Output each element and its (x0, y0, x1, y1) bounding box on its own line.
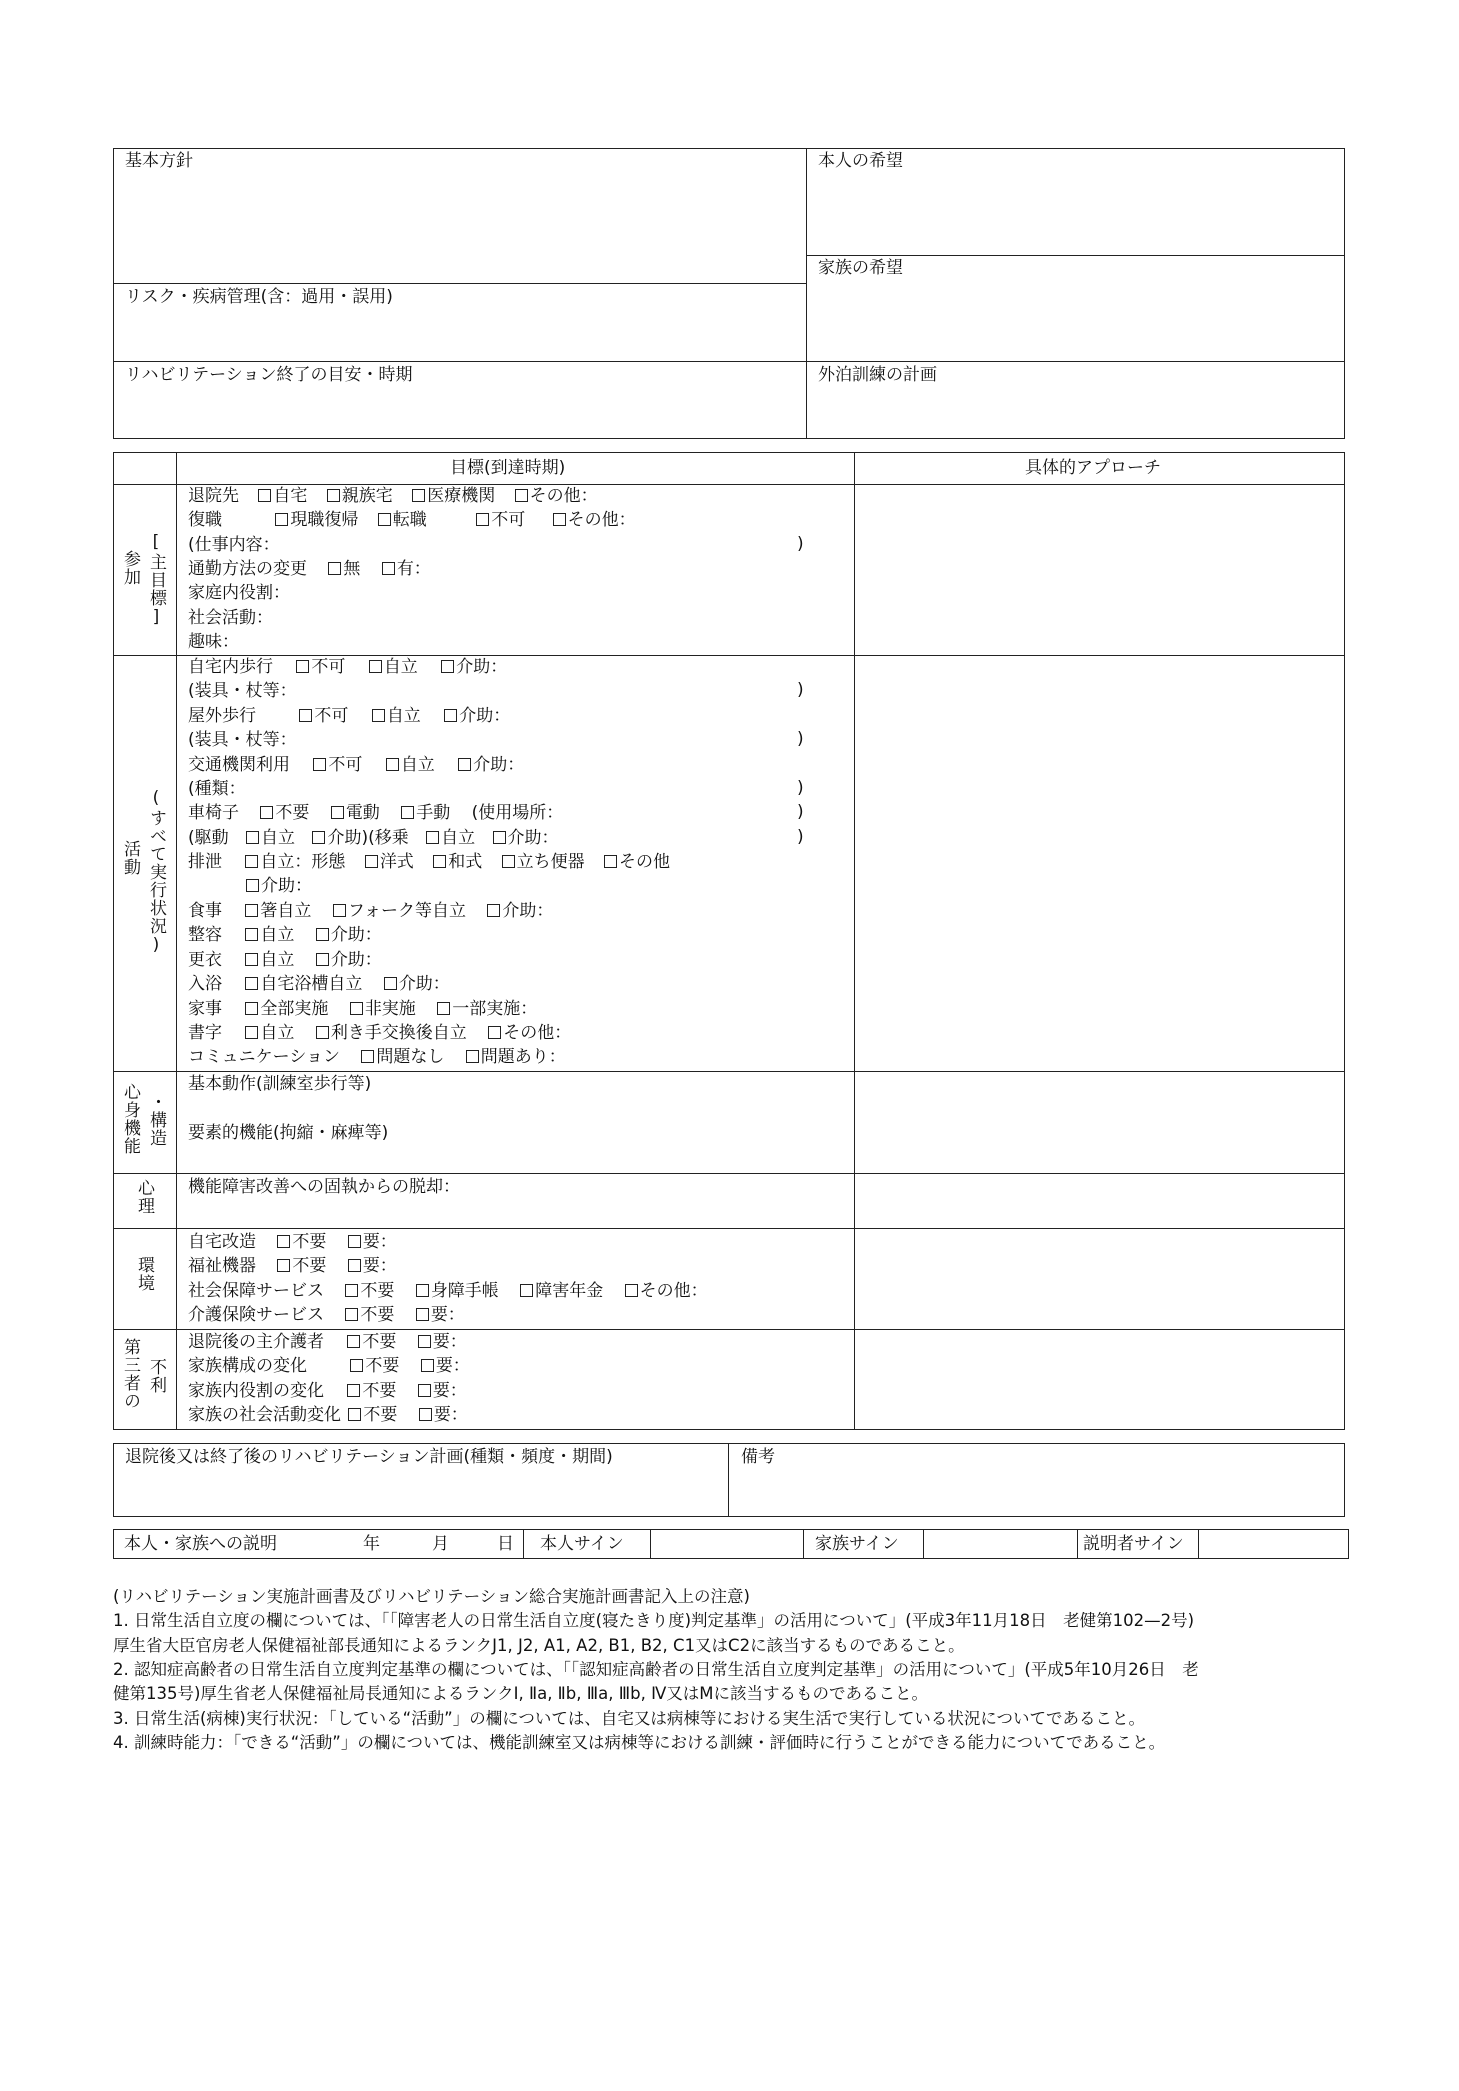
family-struct-label: 家族構成の変化 (188, 1356, 307, 1376)
element-function-field[interactable]: 要素的機能(拘縮・麻痺等) (188, 1123, 389, 1143)
discharge-home-checkbox[interactable]: 自宅 (258, 486, 307, 506)
meal-chopsticks-checkbox[interactable]: 箸自立 (245, 901, 311, 921)
work-change-checkbox[interactable]: 転職 (378, 510, 427, 530)
welfare-need-checkbox[interactable]: 要： (348, 1256, 397, 1276)
top-left-divider-1 (113, 283, 807, 284)
family-role-none-checkbox[interactable]: 不要 (347, 1381, 396, 1401)
writing-other-checkbox[interactable]: その他： (488, 1023, 571, 1043)
home-walk-impossible-checkbox[interactable]: 不可 (296, 657, 345, 677)
wheelchair-electric-checkbox[interactable]: 電動 (331, 803, 380, 823)
bathing-self-checkbox[interactable]: 自宅浴槽自立 (245, 974, 362, 994)
commute-label: 通勤方法の変更 (188, 559, 307, 579)
category-participation: 参加 (120, 550, 140, 586)
risk-management-field[interactable]: リスク・疾病管理(含：過用・誤用) (125, 287, 393, 307)
dressing-help-checkbox[interactable]: 介助： (316, 950, 382, 970)
meal-label: 食事 (188, 901, 222, 921)
housework-none-checkbox[interactable]: 非実施 (350, 999, 416, 1019)
category-env: 環境 (134, 1256, 154, 1292)
note-1b: 厚生省大臣官房老人保健福祉部長通知によるランクJ1, J2, A1, A2, B1, B2, C1又はC2に該当するものであること。 (113, 1636, 965, 1655)
work-return-line (188, 508, 636, 532)
excretion-help-checkbox[interactable]: 介助： (246, 876, 312, 896)
home-walk-help-checkbox[interactable]: 介助： (441, 657, 507, 677)
note-1a: 1. 日常生活自立度の欄については、「「障害老人の日常生活自立度(寝たきり度)判定基準」の活用について」(平成3年11月18日 老健第102—2号) (113, 1611, 1195, 1630)
excretion-line (188, 850, 670, 874)
work-same-checkbox[interactable]: 現職復帰 (275, 510, 358, 530)
home-mod-line (188, 1230, 397, 1254)
home-walk-equip-paren: ) (797, 680, 804, 700)
category-participation-sub: [主目標] (146, 532, 166, 628)
wheelchair-place-field[interactable]: (使用場所： (471, 803, 564, 823)
drive-line (188, 826, 559, 850)
note-2a: 2. 認知症高齢者の日常生活自立度判定基準の欄については、「「認知症高齢者の日常生活自立度判定基準」の活用について」(平成5年10月26日 老 (113, 1660, 1199, 1679)
transfer-self-checkbox[interactable]: 自立 (426, 828, 475, 848)
note-3: 3. 日常生活(病棟)実行状況：「している“活動”」の欄については、自宅又は病棟等における実生活で実行している状況についてであること。 (113, 1709, 1146, 1728)
transport-kind-field[interactable]: (種類： (188, 779, 246, 799)
discharge-line (188, 484, 598, 508)
transport-help-checkbox[interactable]: 介助： (458, 755, 524, 775)
social-service-none-checkbox[interactable]: 不要 (345, 1281, 394, 1301)
explain-month[interactable]: 月 (432, 1534, 449, 1554)
explain-div-2 (650, 1529, 651, 1559)
housework-label: 家事 (188, 999, 222, 1019)
grooming-self-checkbox[interactable]: 自立 (245, 925, 294, 945)
wheelchair-place-paren: ) (797, 802, 804, 822)
social-service-other-checkbox[interactable]: その他： (625, 1281, 708, 1301)
drive-help-checkbox[interactable]: 介助)(移乗 (312, 828, 408, 848)
commute-yes-checkbox[interactable]: 有： (382, 559, 431, 579)
hobby-field[interactable]: 趣味： (188, 632, 239, 652)
care-insurance-none-checkbox[interactable]: 不要 (345, 1305, 394, 1325)
note-2b: 健第135号)厚生省老人保健福祉局長通知によるランクⅠ, Ⅱa, Ⅱb, Ⅲa, Ⅲb, Ⅳ又はMに該当するものであること。 (113, 1684, 929, 1703)
family-social-label: 家族の社会活動変化 (188, 1405, 341, 1425)
post-plan-divider (728, 1443, 729, 1517)
explain-day[interactable]: 日 (497, 1534, 514, 1554)
drive-self-checkbox[interactable]: 自立 (246, 828, 295, 848)
out-walk-help-checkbox[interactable]: 介助： (444, 706, 510, 726)
category-body-b: ・構造 (146, 1093, 166, 1147)
writing-hand-change-checkbox[interactable]: 利き手交換後自立 (316, 1023, 467, 1043)
excretion-help-line (188, 874, 312, 898)
commute-line (188, 557, 431, 581)
notes-heading: (リハビリテーション実施計画書及びリハビリテーション総合実施計画書記入上の注意) (113, 1587, 750, 1606)
bathing-line (188, 972, 450, 996)
home-mod-none-checkbox[interactable]: 不要 (277, 1232, 326, 1252)
out-walk-line (188, 704, 510, 728)
excretion-label: 排泄 (188, 852, 222, 872)
excretion-western-checkbox[interactable]: 洋式 (365, 852, 414, 872)
work-other-checkbox[interactable]: その他： (553, 510, 636, 530)
note-4: 4. 訓練時能力：「できる“活動”」の欄については、機能訓練室又は病棟等における訓練・評価時に行うことができる能力についてであること。 (113, 1733, 1166, 1752)
explain-label: 本人・家族への説明 (124, 1534, 277, 1554)
row-line-psych (113, 1228, 1345, 1229)
family-sign-label: 家族サイン (815, 1534, 899, 1554)
welfare-label: 福祉機器 (188, 1256, 256, 1276)
care-insurance-need-checkbox[interactable]: 要： (416, 1305, 465, 1325)
dressing-label: 更衣 (188, 950, 222, 970)
social-service-label: 社会保障サービス (188, 1281, 324, 1301)
writing-self-checkbox[interactable]: 自立 (245, 1023, 294, 1043)
discharge-relative-checkbox[interactable]: 親族宅 (327, 486, 393, 506)
communication-label: コミュニケーション (188, 1047, 340, 1067)
grooming-help-checkbox[interactable]: 介助： (316, 925, 382, 945)
explain-div-3 (803, 1529, 804, 1559)
drive-label: (駆動 (188, 828, 229, 848)
discharge-other-checkbox[interactable]: その他： (515, 486, 598, 506)
home-mod-need-checkbox[interactable]: 要： (348, 1232, 397, 1252)
excretion-self-checkbox[interactable]: 自立：形態 (245, 852, 345, 872)
transport-kind-paren: ) (797, 778, 804, 798)
transport-line (188, 753, 524, 777)
social-activity-field[interactable]: 社会活動： (188, 608, 273, 628)
commute-none-checkbox[interactable]: 無 (328, 559, 360, 579)
social-service-line (188, 1279, 708, 1303)
welfare-line (188, 1254, 397, 1278)
top-right-divider-1 (806, 255, 1345, 256)
caregiver-label: 退院後の主介護者 (188, 1332, 324, 1352)
home-role-field[interactable]: 家庭内役割： (188, 583, 290, 603)
out-walk-equip-field[interactable]: (装具・杖等： (188, 730, 297, 750)
family-struct-line (188, 1354, 470, 1378)
home-mod-label: 自宅改造 (188, 1232, 256, 1252)
explain-div-4 (923, 1529, 924, 1559)
bathing-label: 入浴 (188, 974, 222, 994)
family-role-label: 家族内役割の変化 (188, 1381, 324, 1401)
top-section-divider (806, 148, 807, 439)
family-struct-need-checkbox[interactable]: 要： (421, 1356, 470, 1376)
explainer-sign-label: 説明者サイン (1083, 1534, 1184, 1554)
meal-fork-checkbox[interactable]: フォーク等自立 (333, 901, 466, 921)
dressing-self-checkbox[interactable]: 自立 (245, 950, 294, 970)
excretion-other-checkbox[interactable]: その他 (604, 852, 670, 872)
family-role-line (188, 1379, 467, 1403)
patient-sign-field[interactable] (652, 1531, 802, 1557)
family-role-need-checkbox[interactable]: 要： (418, 1381, 467, 1401)
out-walk-equip-paren: ) (797, 729, 804, 749)
home-walk-label: 自宅内歩行 (188, 657, 273, 677)
family-social-line (188, 1403, 468, 1427)
explain-year[interactable]: 年 (363, 1534, 380, 1554)
out-walk-impossible-checkbox[interactable]: 不可 (299, 706, 348, 726)
patient-sign-label: 本人サイン (540, 1534, 624, 1554)
post-plan-field[interactable]: 退院後又は終了後のリハビリテーション計画(種類・頻度・期間) (125, 1447, 613, 1467)
category-psych: 心理 (134, 1179, 154, 1215)
wheelchair-line (188, 801, 563, 825)
bathing-help-checkbox[interactable]: 介助： (384, 974, 450, 994)
transport-self-checkbox[interactable]: 自立 (386, 755, 435, 775)
out-walk-label: 屋外歩行 (188, 706, 256, 726)
home-walk-self-checkbox[interactable]: 自立 (369, 657, 418, 677)
home-walk-line (188, 655, 507, 679)
transfer-help-checkbox[interactable]: 介助： (493, 828, 559, 848)
care-insurance-label: 介護保険サービス (188, 1305, 324, 1325)
home-walk-equip-field[interactable]: (装具・杖等： (188, 681, 297, 701)
explain-div-5 (1077, 1529, 1078, 1559)
category-third-b: 不利 (146, 1358, 166, 1394)
discharge-label: 退院先 (188, 486, 239, 506)
work-impossible-checkbox[interactable]: 不可 (476, 510, 525, 530)
patient-wish-field[interactable]: 本人の希望 (818, 151, 903, 171)
wheelchair-manual-checkbox[interactable]: 手動 (401, 803, 450, 823)
rehab-end-field[interactable]: リハビリテーション終了の目安・時期 (125, 365, 413, 385)
social-service-pension-checkbox[interactable]: 障害年金 (520, 1281, 603, 1301)
writing-line (188, 1021, 571, 1045)
overnight-plan-field[interactable]: 外泊訓練の計画 (818, 365, 937, 385)
care-insurance-line (188, 1303, 465, 1327)
category-third-a: 第三者の (120, 1338, 140, 1410)
wheelchair-label: 車椅子 (188, 803, 239, 823)
meal-help-checkbox[interactable]: 介助： (487, 901, 553, 921)
psych-field[interactable]: 機能障害改善への固執からの脱却： (188, 1177, 460, 1197)
basic-motion-field[interactable]: 基本動作(訓練室歩行等) (188, 1074, 372, 1094)
caregiver-none-checkbox[interactable]: 不要 (347, 1332, 396, 1352)
welfare-none-checkbox[interactable]: 不要 (277, 1256, 326, 1276)
housework-line (188, 997, 537, 1021)
communication-ok-checkbox[interactable]: 問題なし (361, 1047, 444, 1067)
discharge-medical-checkbox[interactable]: 医療機関 (412, 486, 495, 506)
transport-label: 交通機関利用 (188, 755, 290, 775)
social-service-handbook-checkbox[interactable]: 身障手帳 (416, 1281, 499, 1301)
explain-div-6 (1198, 1529, 1199, 1559)
writing-label: 書字 (188, 1023, 222, 1043)
top-left-divider-2 (113, 361, 1345, 362)
row-line-body (113, 1173, 1345, 1174)
drive-paren: ) (797, 827, 804, 847)
family-sign-field[interactable] (925, 1531, 1075, 1557)
category-activity: 活動 (120, 840, 140, 876)
wheelchair-none-checkbox[interactable]: 不要 (260, 803, 309, 823)
housework-all-checkbox[interactable]: 全部実施 (245, 999, 328, 1019)
grooming-label: 整容 (188, 925, 222, 945)
communication-problem-checkbox[interactable]: 問題あり： (466, 1047, 566, 1067)
remarks-field[interactable]: 備考 (741, 1447, 775, 1467)
out-walk-self-checkbox[interactable]: 自立 (372, 706, 421, 726)
family-struct-none-checkbox[interactable]: 不要 (350, 1356, 399, 1376)
excretion-urinal-checkbox[interactable]: 立ち便器 (502, 852, 585, 872)
category-activity-sub: (すべて実行状況) (146, 788, 166, 956)
caregiver-need-checkbox[interactable]: 要： (418, 1332, 467, 1352)
work-return-label: 復職 (188, 510, 222, 530)
communication-line (188, 1045, 566, 1069)
family-social-none-checkbox[interactable]: 不要 (348, 1405, 397, 1425)
dressing-line (188, 948, 382, 972)
transport-impossible-checkbox[interactable]: 不可 (313, 755, 362, 775)
category-body-a: 心身機能 (120, 1083, 140, 1155)
job-content-line[interactable]: (仕事内容： (188, 535, 280, 555)
basic-policy-field[interactable]: 基本方針 (125, 151, 193, 171)
caregiver-line (188, 1330, 467, 1354)
goals-category-col-line (176, 452, 177, 1430)
approach-column-header: 具体的アプローチ (1025, 458, 1161, 478)
explain-div-1 (523, 1529, 524, 1559)
family-wish-field[interactable]: 家族の希望 (818, 258, 903, 278)
excretion-japanese-checkbox[interactable]: 和式 (433, 852, 482, 872)
job-content-paren: ) (797, 534, 804, 554)
goals-approach-col-line (854, 452, 855, 1430)
meal-line (188, 899, 553, 923)
housework-partial-checkbox[interactable]: 一部実施： (437, 999, 537, 1019)
explainer-sign-field[interactable] (1200, 1531, 1347, 1557)
goal-column-header: 目標(到達時期) (450, 458, 566, 478)
grooming-line (188, 923, 382, 947)
family-social-need-checkbox[interactable]: 要： (419, 1405, 468, 1425)
